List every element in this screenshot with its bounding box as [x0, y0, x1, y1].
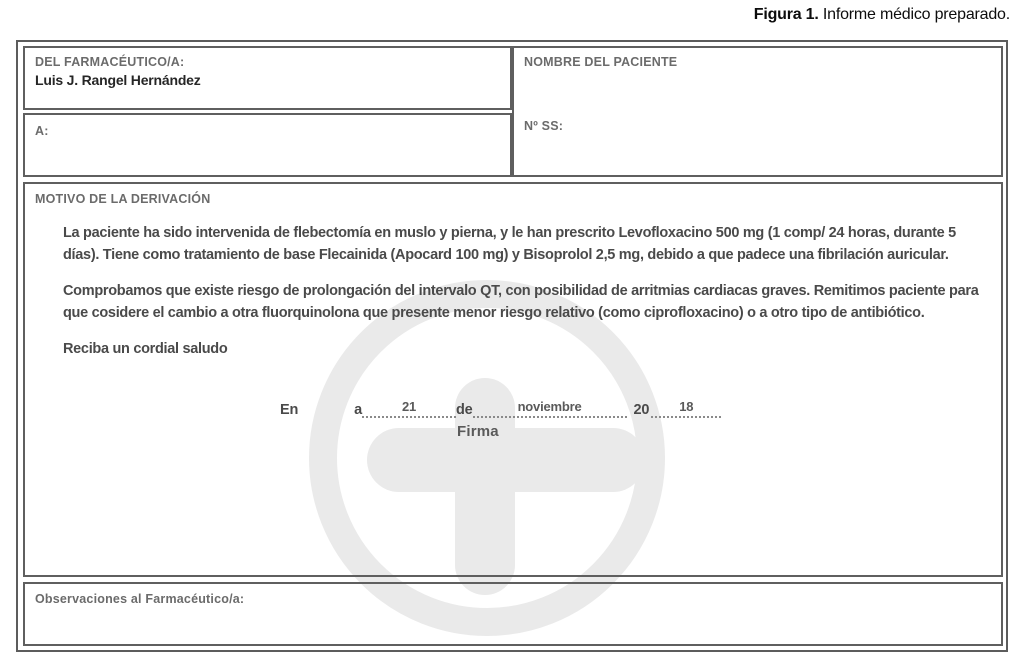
reason-paragraph: Comprobamos que existe riesgo de prolongación del intervalo QT, con posibilidad de arritmias cardiacas graves. Remitimos paciente para que cosidere el cambio a otra fluorquinolona que presente menor riesgo relativo (como ciprofloxacino) o a otro tipo de antibiótico. [63, 283, 979, 321]
date-month-field[interactable] [473, 400, 627, 418]
figure-caption [0, 6, 1010, 24]
date-word-a: a [354, 402, 363, 418]
date-day-value: 21 [401, 399, 417, 414]
observations-field[interactable] [23, 582, 1003, 646]
referral-reason-label: MOTIVO DE LA DERIVACIÓN [35, 192, 211, 206]
date-year-prefix: 20 [633, 402, 650, 418]
figure-caption-label: Figura 1. [753, 6, 819, 23]
date-line [280, 400, 1001, 418]
closing-salutation: Reciba un cordial saludo [63, 341, 228, 357]
reason-paragraph: La paciente ha sido intervenida de flebectomía en muslo y pierna, y le han prescrito Levofloxacino 500 mg (1 comp/ 24 horas, durante 5 días). Tiene como tratamiento de base Flecainida (Apocard 100 mg) y Bisoprolol 2,5 mg, debido a que padece una fibrilación auricular. [63, 225, 956, 263]
referral-reason-section [23, 182, 1003, 577]
date-word-de: de [456, 402, 473, 418]
addressee-label: A: [35, 124, 49, 138]
signature-label: Firma [457, 423, 499, 440]
pharmacist-name: Luis J. Rangel Hernández [35, 72, 201, 88]
social-security-field[interactable]: Nº SS: [524, 119, 564, 133]
patient-box [512, 46, 1003, 177]
observations-label: Observaciones al Farmacéutico/a: [35, 592, 245, 606]
date-year-value: 18 [679, 399, 694, 414]
patient-name-label: NOMBRE DEL PACIENTE [524, 55, 678, 69]
date-month-value: noviembre [517, 399, 582, 414]
date-year-field[interactable] [651, 400, 721, 418]
addressee-field[interactable] [23, 113, 512, 177]
date-day-field[interactable] [362, 400, 456, 418]
referral-form [16, 40, 1008, 652]
pharmacist-box [23, 46, 512, 110]
pharmacist-label: DEL FARMACÉUTICO/A: [35, 55, 185, 69]
figure-caption-text: Informe médico preparado. [818, 6, 1010, 23]
date-word-en: En [280, 402, 299, 418]
